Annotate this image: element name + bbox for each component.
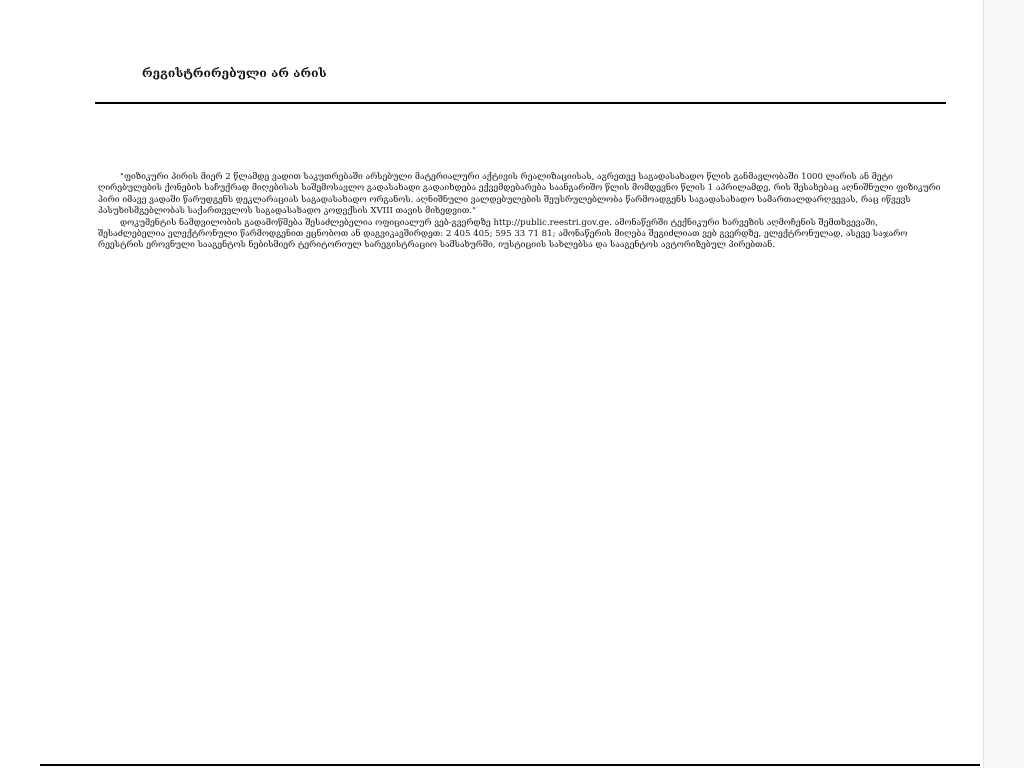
verification-info-paragraph: დოკუმენტის ნამდვილობის გადამოწმება შესაძლებელია ოფიციალურ ვებ-გვერდზე http://public.reestri.gov.ge. ამონაწერში ტექნიკური ხარვეზის აღმოჩენის შემთხვევაში, შესაძლებელია ელექტრონული წარმოდგენით ეცნობოთ ან დაგვიკავშირდეთ: 2 405 405; 595 33 71 81; ამონაწერის მიღება შეგიძლიათ ვებ გვერდზე, ელექტრონულად, ასევე საჯარო რეესტრის ეროვნული სააგენტოს ნებისმიერ ტერიტორიულ სარეგისტრაციო სამსახურში, იუსტიციის სახლებსა და სააგენტოს ავტორიზებულ პირებთან. [98, 217, 908, 251]
registration-status-heading: რეგისტრირებული არ არის [142, 66, 327, 80]
vertical-scrollbar[interactable] [983, 0, 1024, 768]
legal-notice-paragraph: "ფიზიკური პირის მიერ 2 წლამდე ვადით საკუთრებაში არსებული მატერიალური აქტივის რეალიზაციისას, აგრეთვე საგადასახადო წლის განმავლობაში 1000 ლარის ან მეტი ღირებულების ქონების საჩუქრად მიღებისას საშემოსავლო გადასახადი გადაიხდება ექვემდებარება საანგარიშო წლის მომდევნო წლის 1 აპრილამდე, რის შესახებაც აღნიშნული ფიზიკური პირი იმავე ვადაში წარუდგენს დეკლარაციას საგადასახადო ორგანოს. აღნიშნული ვალდებულების შეუსრულებლობა წარმოადგენს საგადასახადო სამართალდარღვევას, რაც იწვევს პასუხისმგებლობას საქართველოს საგადასახადო კოდექსის XVIII თავის მიხედვით." [98, 172, 941, 217]
footer-divider [40, 764, 980, 766]
header-divider [95, 102, 946, 104]
document-body [98, 172, 944, 252]
